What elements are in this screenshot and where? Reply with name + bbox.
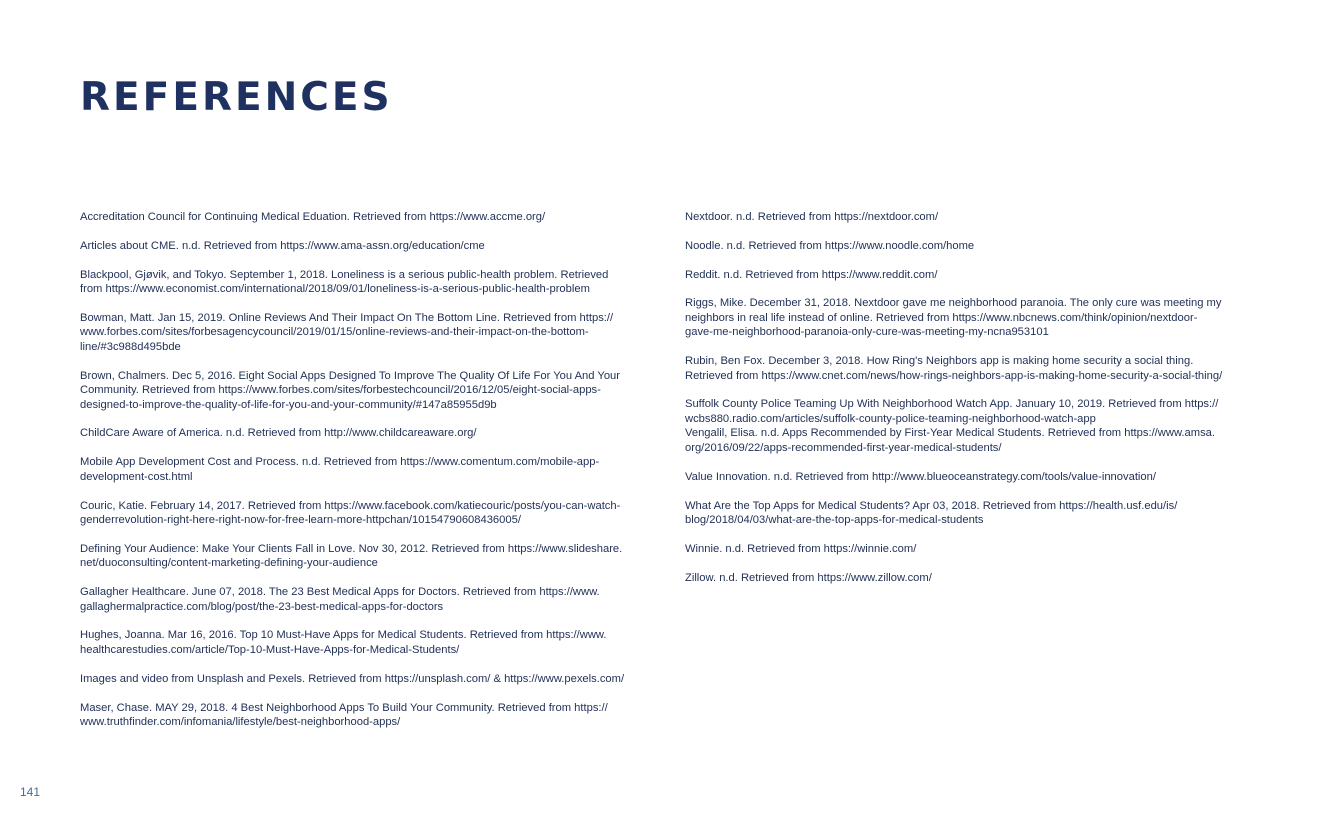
reference-line: Mobile App Development Cost and Process. n.d. Retrieved from https://www.comentum.com/mobile-app- <box>80 456 600 469</box>
reference-line: Gallagher Healthcare. June 07, 2018. The 23 Best Medical Apps for Doctors. Retrieved from https://www. <box>80 586 600 599</box>
reference-line: www.truthfinder.com/infomania/lifestyle/best-neighborhood-apps/ <box>80 716 401 729</box>
reference-line: Accreditation Council for Continuing Medical Eduation. Retrieved from https://www.accme.org/ <box>80 211 546 223</box>
reference-item <box>80 672 665 687</box>
reference-line: Couric, Katie. February 14, 2017. Retrieved from https://www.facebook.com/katiecouric/posts/you-can-watch- <box>80 499 621 512</box>
reference-item <box>80 239 665 254</box>
reference-line: ChildCare Aware of America. n.d. Retrieved from http://www.childcareaware.org/ <box>80 427 477 440</box>
reference-item <box>80 542 665 571</box>
reference-item <box>80 628 665 657</box>
reference-line: org/2016/09/22/apps-recommended-first-year-medical-students/ <box>685 441 1002 454</box>
reference-item <box>685 210 1275 225</box>
reference-line: Noodle. n.d. Retrieved from https://www.noodle.com/home <box>685 239 975 252</box>
reference-line: genderrevolution-right-here-right-now-for-free-learn-more-httpchan/10154790608436005/ <box>80 514 521 527</box>
reference-item <box>80 210 665 225</box>
reference-item <box>685 542 1275 557</box>
reference-line: Blackpool, Gjøvik, and Tokyo. September 1, 2018. Loneliness is a serious public-health problem. Retrieved <box>80 268 609 281</box>
reference-item <box>685 499 1275 528</box>
reference-line: Brown, Chalmers. Dec 5, 2016. Eight Social Apps Designed To Improve The Quality Of Life For You And Your <box>80 369 620 382</box>
reference-line: Reddit. n.d. Retrieved from https://www.reddit.com/ <box>685 268 938 281</box>
reference-item <box>80 585 665 614</box>
reference-line: Community. Retrieved from https://www.forbes.com/sites/forbestechcouncil/2016/12/05/eight-social-apps- <box>80 384 601 397</box>
reference-line: net/duoconsulting/content-marketing-defining-your-audience <box>80 557 378 570</box>
reference-line: blog/2018/04/03/what-are-the-top-apps-for-medical-students <box>685 514 984 527</box>
reference-line: What Are the Top Apps for Medical Students? Apr 03, 2018. Retrieved from https://health.usf.edu/is/ <box>685 499 1178 512</box>
reference-item <box>80 455 665 484</box>
reference-line: Winnie. n.d. Retrieved from https://winnie.com/ <box>685 542 917 555</box>
references-right-column <box>685 210 1275 599</box>
reference-item <box>685 239 1275 254</box>
reference-line: gave-me-neighborhood-paranoia-only-cure-was-meeting-my-ncna953101 <box>685 326 1049 339</box>
reference-line: Images and video from Unsplash and Pexels. Retrieved from https://unsplash.com/ & https://www.pexels.com/ <box>80 672 625 685</box>
reference-line: line/#3c988d495bde <box>80 340 181 353</box>
reference-line: Zillow. n.d. Retrieved from https://www.zillow.com/ <box>685 571 932 584</box>
reference-item <box>685 354 1275 383</box>
page-number: 141 <box>20 785 41 799</box>
reference-line: from https://www.economist.com/international/2018/09/01/loneliness-is-a-serious-public-health-problem <box>80 283 590 296</box>
reference-item <box>80 701 665 730</box>
reference-line: Maser, Chase. MAY 29, 2018. 4 Best Neighborhood Apps To Build Your Community. Retrieved from https:// <box>80 701 608 714</box>
reference-item <box>685 426 1275 455</box>
reference-line: Retrieved from https://www.cnet.com/news/how-rings-neighbors-app-is-making-home-security-a-social-thing/ <box>685 369 1223 382</box>
reference-line: www.forbes.com/sites/forbesagencycouncil/2019/01/15/online-reviews-and-their-impact-on-the-bottom- <box>80 326 589 339</box>
reference-item <box>80 499 665 528</box>
reference-item <box>80 268 665 297</box>
reference-item <box>685 296 1275 340</box>
reference-line: wcbs880.radio.com/articles/suffolk-county-police-teaming-neighborhood-watch-app <box>685 412 1096 425</box>
reference-line: Articles about CME. n.d. Retrieved from https://www.ama-assn.org/education/cme <box>80 239 485 252</box>
references-left-column <box>80 210 665 744</box>
reference-line: Hughes, Joanna. Mar 16, 2016. Top 10 Must-Have Apps for Medical Students. Retrieved from https://www. <box>80 629 607 642</box>
reference-line: neighbors in real life instead of online. Retrieved from https://www.nbcnews.com/think/opinion/nextdoor- <box>685 311 1198 324</box>
reference-item <box>685 397 1275 426</box>
reference-line: healthcarestudies.com/article/Top-10-Must-Have-Apps-for-Medical-Students/ <box>80 643 460 656</box>
reference-line: Riggs, Mike. December 31, 2018. Nextdoor gave me neighborhood paranoia. The only cure was meeting my <box>685 297 1222 310</box>
reference-line: designed-to-improve-the-quality-of-life-for-you-and-your-community/#147a85955d9b <box>80 398 497 411</box>
reference-line: Rubin, Ben Fox. December 3, 2018. How Ring's Neighbors app is making home security a social thing. <box>685 355 1194 368</box>
reference-item <box>80 369 665 413</box>
reference-line: Defining Your Audience: Make Your Clients Fall in Love. Nov 30, 2012. Retrieved from https://www.slideshare. <box>80 542 623 555</box>
reference-line: Vengalil, Elisa. n.d. Apps Recommended by First-Year Medical Students. Retrieved from https://www.amsa. <box>685 427 1215 440</box>
reference-line: gallaghermalpractice.com/blog/post/the-23-best-medical-apps-for-doctors <box>80 600 444 613</box>
reference-line: Nextdoor. n.d. Retrieved from https://nextdoor.com/ <box>685 211 939 223</box>
reference-item <box>685 571 1275 586</box>
reference-line: Bowman, Matt. Jan 15, 2019. Online Reviews And Their Impact On The Bottom Line. Retrieved from https:// <box>80 311 614 324</box>
reference-line: Suffolk County Police Teaming Up With Neighborhood Watch App. January 10, 2019. Retrieved from https:// <box>685 398 1219 411</box>
reference-item <box>80 426 665 441</box>
reference-line: development-cost.html <box>80 470 193 483</box>
page-title: REFERENCES <box>80 75 393 120</box>
reference-item <box>685 268 1275 283</box>
reference-item <box>80 311 665 355</box>
reference-line: Value Innovation. n.d. Retrieved from http://www.blueoceanstrategy.com/tools/value-innovation/ <box>685 470 1156 483</box>
reference-item <box>685 470 1275 485</box>
